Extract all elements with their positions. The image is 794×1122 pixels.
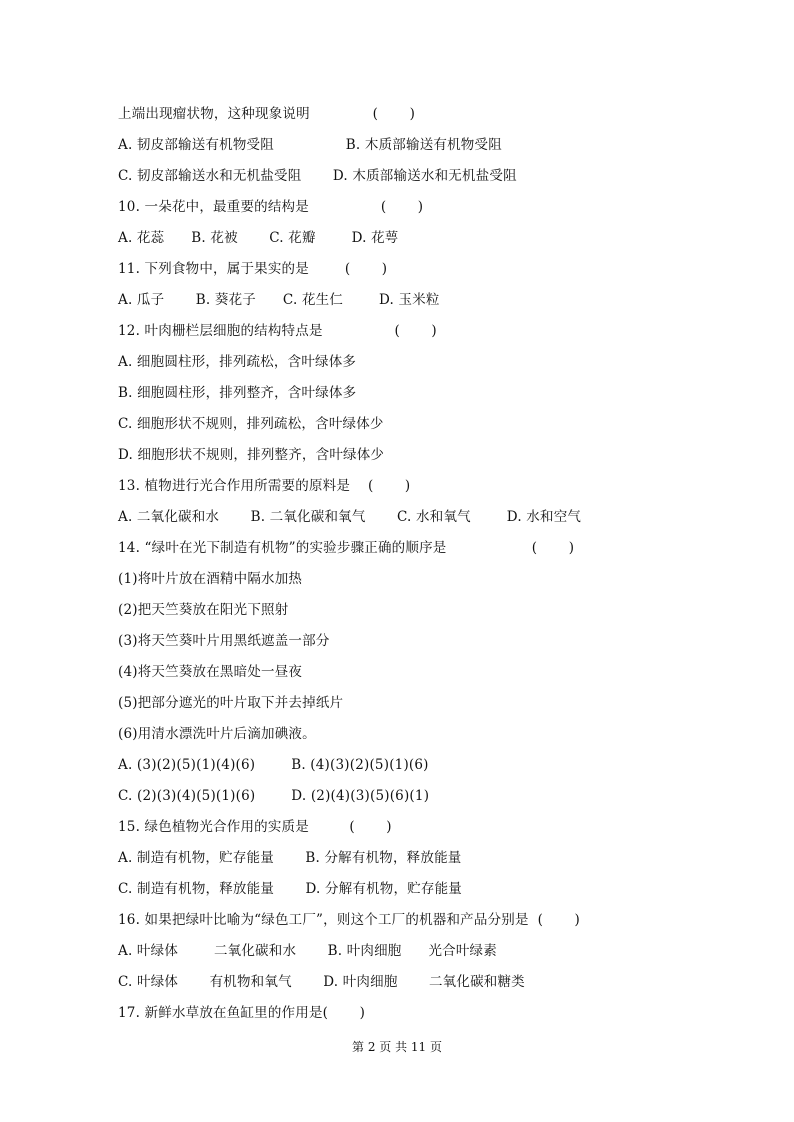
text-line: C. 制造有机物，释放能量 D. 分解有机物，贮存能量 (118, 881, 462, 897)
text-line: 14. “绿叶在光下制造有机物”的实验步骤正确的顺序是 ( ) (118, 540, 575, 556)
text-line: 上端出现瘤状物，这种现象说明 ( ) (118, 106, 416, 122)
text-line: B. 细胞圆柱形，排列整齐，含叶绿体多 (118, 385, 357, 401)
text-line: 11. 下列食物中，属于果实的是 ( ) (118, 261, 388, 277)
text-line: (1)将叶片放在酒精中隔水加热 (118, 571, 303, 587)
text-line: 15. 绿色植物光合作用的实质是 ( ) (118, 819, 392, 835)
text-line: A. 花蕊 B. 花被 C. 花瓣 D. 花萼 (118, 230, 399, 246)
text-line: (4)将天竺葵放在黑暗处一昼夜 (118, 664, 303, 680)
text-line: C. (2)(3)(4)(5)(1)(6) D. (2)(4)(3)(5)(6)(1) (118, 788, 430, 804)
text-line: A. 叶绿体 二氧化碳和水 B. 叶肉细胞 光合叶绿素 (118, 943, 497, 959)
text-line: 13. 植物进行光合作用所需要的原料是 ( ) (118, 478, 411, 494)
text-line: (2)把天竺葵放在阳光下照射 (118, 602, 289, 618)
text-line: (5)把部分遮光的叶片取下并去掉纸片 (118, 695, 344, 711)
text-line: 17. 新鲜水草放在鱼缸里的作用是( ) (118, 1005, 366, 1021)
text-line: A. (3)(2)(5)(1)(4)(6) B. (4)(3)(2)(5)(1)(6) (118, 757, 429, 773)
text-line: A. 瓜子 B. 葵花子 C. 花生仁 D. 玉米粒 (118, 292, 440, 308)
text-line: C. 叶绿体 有机物和氧气 D. 叶肉细胞 二氧化碳和糖类 (118, 974, 525, 990)
text-line: C. 韧皮部输送水和无机盐受阻 D. 木质部输送水和无机盐受阻 (118, 168, 517, 184)
text-line: D. 细胞形状不规则，排列整齐，含叶绿体少 (118, 447, 385, 463)
text-line: (6)用清水漂洗叶片后滴加碘液。 (118, 726, 316, 742)
page-footer: 第 2 页 共 11 页 (352, 1040, 442, 1054)
text-line: A. 制造有机物，贮存能量 B. 分解有机物，释放能量 (118, 850, 462, 866)
text-line: (3)将天竺葵叶片用黑纸遮盖一部分 (118, 633, 330, 649)
text-line: 10. 一朵花中，最重要的结构是 ( ) (118, 199, 424, 215)
text-line: 16. 如果把绿叶比喻为“绿色工厂”，则这个工厂的机器和产品分别是 ( ) (118, 912, 581, 928)
text-line: A. 二氧化碳和水 B. 二氧化碳和氧气 C. 水和氧气 D. 水和空气 (118, 509, 582, 525)
question-content (118, 103, 718, 1033)
text-line: A. 细胞圆柱形，排列疏松，含叶绿体多 (118, 354, 357, 370)
text-line: C. 细胞形状不规则，排列疏松，含叶绿体少 (118, 416, 384, 432)
text-line: 12. 叶肉栅栏层细胞的结构特点是 ( ) (118, 323, 437, 339)
text-line: A. 韧皮部输送有机物受阻 B. 木质部输送有机物受阻 (118, 137, 502, 153)
